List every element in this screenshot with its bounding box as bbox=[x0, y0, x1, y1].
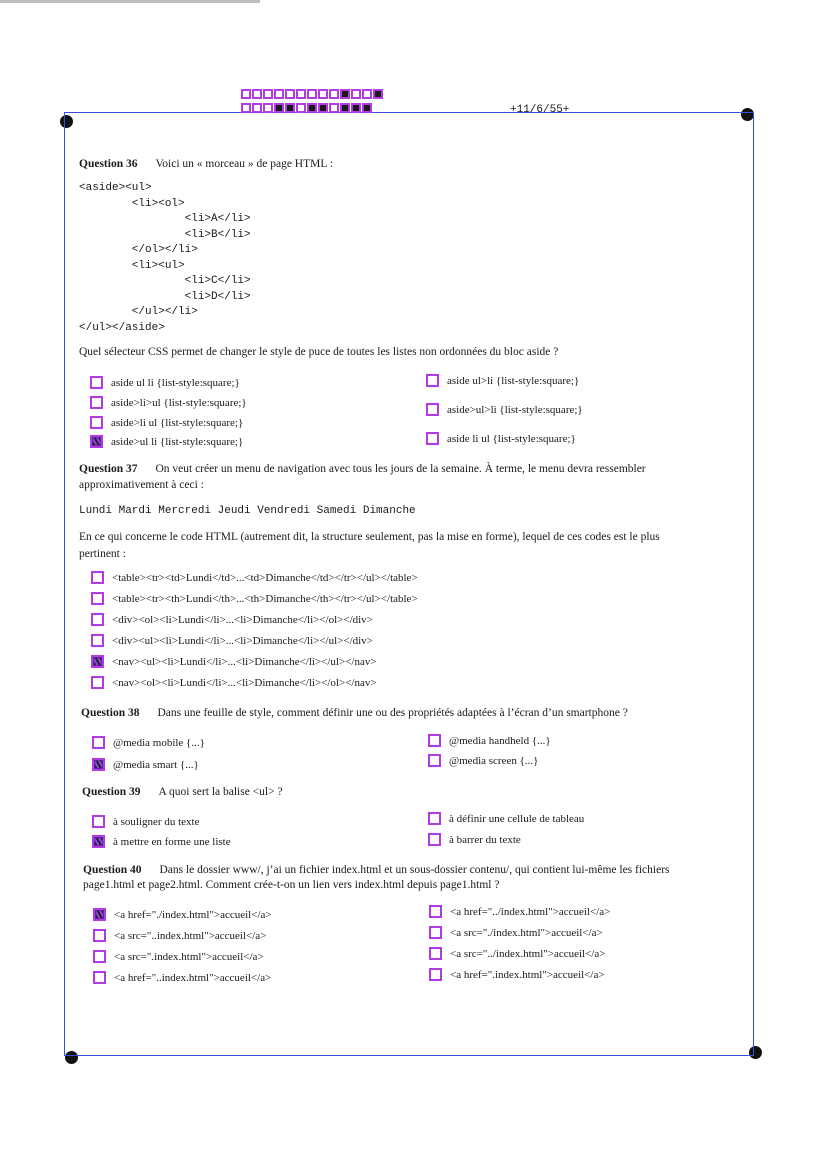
checkbox[interactable] bbox=[92, 815, 105, 828]
question-36-header bbox=[79, 156, 333, 172]
option-label: <a src=".index.html">accueil</a> bbox=[114, 950, 264, 963]
checkbox[interactable] bbox=[429, 905, 442, 918]
question-40-header bbox=[83, 862, 670, 878]
barcode-cell bbox=[263, 89, 273, 99]
option-label: <a src="./index.html">accueil</a> bbox=[450, 926, 603, 939]
question-number: Question 38 bbox=[81, 707, 140, 719]
option-label: <table><tr><th>Lundi</th>...<th>Dimanche</th></tr></ul></table> bbox=[112, 592, 418, 605]
option-label: <nav><ol><li>Lundi</li>...<li>Dimanche</li></ol></nav> bbox=[112, 676, 377, 689]
barcode-cell bbox=[252, 103, 262, 113]
barcode-cell bbox=[362, 89, 372, 99]
question-number: Question 36 bbox=[79, 158, 138, 170]
q40-option-8[interactable] bbox=[429, 968, 605, 981]
checkbox[interactable] bbox=[91, 676, 104, 689]
checkbox[interactable] bbox=[92, 736, 105, 749]
code-line: <li>A</li> bbox=[79, 213, 251, 225]
checkbox[interactable] bbox=[91, 592, 104, 605]
question-prompt: Voici un « morceau » de page HTML : bbox=[155, 158, 334, 170]
option-label: @media handheld {...} bbox=[449, 734, 551, 747]
code-line: <li>D</li> bbox=[79, 290, 251, 303]
question-38-header bbox=[81, 705, 628, 721]
checkbox[interactable] bbox=[429, 926, 442, 939]
option-label: <a href="./index.html">accueil</a> bbox=[114, 908, 272, 921]
barcode-cell bbox=[351, 103, 361, 113]
option-label: aside ul>li {list-style:square;} bbox=[447, 374, 580, 387]
checkbox[interactable] bbox=[93, 929, 106, 942]
barcode-cell bbox=[307, 89, 317, 99]
barcode-cell bbox=[241, 103, 251, 113]
page-id: +11/6/55+ bbox=[510, 104, 570, 116]
q36-option-7[interactable] bbox=[426, 432, 576, 445]
q40-option-5[interactable] bbox=[429, 905, 610, 918]
barcode-cell bbox=[329, 89, 339, 99]
option-label: <div><ul><li>Lundi</li>...<li>Dimanche</li></ul></div> bbox=[112, 634, 373, 647]
barcode-top-row bbox=[241, 89, 383, 99]
question-37-text: En ce qui concerne le code HTML (autrement dit, la structure seulement, pas la mise en forme), lequel de ces codes est le plus bbox=[79, 531, 660, 543]
code-line: <li><ol> bbox=[79, 197, 185, 210]
checkbox[interactable] bbox=[428, 833, 441, 846]
barcode-cell bbox=[274, 103, 284, 113]
option-label: aside ul li {list-style:square;} bbox=[111, 376, 240, 389]
checkbox[interactable] bbox=[429, 947, 442, 960]
option-label: aside>li ul {list-style:square;} bbox=[111, 416, 244, 429]
code-line: </ol></li> bbox=[79, 244, 198, 256]
barcode-cell bbox=[318, 89, 328, 99]
code-line: <aside><ul> bbox=[79, 182, 152, 194]
option-label: <a href="../index.html">accueil</a> bbox=[450, 905, 611, 918]
barcode-cell bbox=[340, 89, 350, 99]
checkbox[interactable] bbox=[426, 432, 439, 445]
checkbox[interactable] bbox=[93, 950, 106, 963]
barcode-cell bbox=[296, 89, 306, 99]
option-label: @media smart {...} bbox=[113, 758, 199, 771]
barcode-cell bbox=[373, 89, 383, 99]
option-label: aside li ul {list-style:square;} bbox=[447, 432, 576, 445]
question-prompt: On veut créer un menu de navigation avec tous les jours de la semaine. À terme, le menu devra ressembler bbox=[155, 463, 646, 475]
q37-option-6[interactable] bbox=[91, 676, 377, 689]
q36-option-6[interactable] bbox=[426, 403, 583, 416]
checkbox[interactable] bbox=[91, 655, 104, 668]
option-label: <a src="..index.html">accueil</a> bbox=[114, 929, 267, 942]
checkbox[interactable] bbox=[91, 571, 104, 584]
q36-option-5[interactable] bbox=[426, 374, 579, 387]
barcode-cell bbox=[362, 103, 372, 113]
option-label: <table><tr><td>Lundi</td>...<td>Dimanche</td></tr></ul></table> bbox=[112, 571, 418, 584]
checkbox[interactable] bbox=[91, 634, 104, 647]
q39-option-4[interactable] bbox=[428, 833, 521, 846]
menu-example: Lundi Mardi Mercredi Jeudi Vendredi Samedi Dimanche bbox=[79, 505, 416, 517]
barcode-cell bbox=[351, 89, 361, 99]
checkbox[interactable] bbox=[426, 374, 439, 387]
option-label: à souligner du texte bbox=[113, 815, 200, 828]
scan-edge-line bbox=[0, 0, 260, 3]
question-36-text: Quel sélecteur CSS permet de changer le style de puce de toutes les listes non ordonnées du bloc aside ? bbox=[79, 346, 559, 358]
checkbox[interactable] bbox=[90, 416, 103, 429]
question-37-text-cont: pertinent : bbox=[79, 548, 126, 560]
q37-option-5[interactable] bbox=[91, 655, 377, 668]
checkbox[interactable] bbox=[428, 812, 441, 825]
option-label: aside>ul li {list-style:square;} bbox=[111, 435, 244, 448]
barcode-cell bbox=[274, 89, 284, 99]
option-label: <div><ol><li>Lundi</li>...<li>Dimanche</li></ol></div> bbox=[112, 613, 373, 626]
option-label: <a href=".index.html">accueil</a> bbox=[450, 968, 605, 981]
q39-option-3[interactable] bbox=[428, 812, 584, 825]
q37-option-3[interactable] bbox=[91, 613, 373, 626]
q39-option-2[interactable] bbox=[92, 835, 231, 848]
barcode-cell bbox=[329, 103, 339, 113]
q37-option-1[interactable] bbox=[91, 571, 418, 584]
checkbox[interactable] bbox=[93, 971, 106, 984]
checkbox[interactable] bbox=[428, 754, 441, 767]
question-prompt: A quoi sert la balise <ul> ? bbox=[158, 786, 283, 798]
checkbox[interactable] bbox=[93, 908, 106, 921]
option-label: aside>li>ul {list-style:square;} bbox=[111, 396, 247, 409]
q40-option-1[interactable] bbox=[93, 908, 272, 921]
checkbox[interactable] bbox=[426, 403, 439, 416]
barcode-cell bbox=[241, 89, 251, 99]
option-label: <a src="../index.html">accueil</a> bbox=[450, 947, 606, 960]
code-line: <li><ul> bbox=[79, 259, 185, 272]
q40-option-2[interactable] bbox=[93, 929, 266, 942]
q38-option-2[interactable] bbox=[92, 758, 199, 771]
barcode-cell bbox=[263, 103, 273, 113]
q38-option-4[interactable] bbox=[428, 754, 538, 767]
code-line: <li>B</li> bbox=[79, 228, 251, 241]
barcode-cell bbox=[307, 103, 317, 113]
q36-option-4[interactable] bbox=[90, 435, 243, 448]
question-number: Question 40 bbox=[83, 864, 142, 876]
q36-option-3[interactable] bbox=[90, 416, 243, 429]
code-line: <li>C</li> bbox=[79, 275, 251, 287]
option-label: à mettre en forme une liste bbox=[113, 835, 231, 848]
option-label: @media mobile {...} bbox=[113, 736, 205, 749]
q40-option-7[interactable] bbox=[429, 947, 605, 960]
checkbox[interactable] bbox=[91, 613, 104, 626]
question-37-header bbox=[79, 461, 646, 477]
option-label: à définir une cellule de tableau bbox=[449, 812, 585, 825]
option-label: à barrer du texte bbox=[449, 833, 521, 846]
q39-option-1[interactable] bbox=[92, 815, 199, 828]
question-number: Question 39 bbox=[82, 786, 141, 798]
option-label: <nav><ul><li>Lundi</li>...<li>Dimanche</li></ul></nav> bbox=[112, 655, 377, 668]
q36-option-2[interactable] bbox=[90, 396, 247, 409]
barcode-cell bbox=[318, 103, 328, 113]
q37-option-4[interactable] bbox=[91, 634, 373, 647]
q40-option-6[interactable] bbox=[429, 926, 603, 939]
q37-option-2[interactable] bbox=[91, 592, 418, 605]
barcode-cell bbox=[285, 89, 295, 99]
question-37-prompt-cont: approximativement à ceci : bbox=[79, 479, 204, 491]
checkbox[interactable] bbox=[90, 376, 103, 389]
q40-option-4[interactable] bbox=[93, 971, 271, 984]
checkbox[interactable] bbox=[90, 435, 103, 448]
question-number: Question 37 bbox=[79, 463, 138, 475]
checkbox[interactable] bbox=[92, 758, 105, 771]
question-40-prompt-cont: page1.html et page2.html. Comment crée-t-on un lien vers index.html depuis page1.html ? bbox=[83, 879, 500, 891]
checkbox[interactable] bbox=[429, 968, 442, 981]
question-39-header bbox=[82, 784, 283, 800]
checkbox[interactable] bbox=[92, 835, 105, 848]
code-line: </ul></aside> bbox=[79, 321, 165, 334]
code-line: </ul></li> bbox=[79, 306, 198, 318]
question-prompt: Dans une feuille de style, comment définir une ou des propriétés adaptées à l’écran d’un smartphone ? bbox=[157, 707, 628, 719]
q38-option-1[interactable] bbox=[92, 736, 205, 749]
checkbox[interactable] bbox=[90, 396, 103, 409]
barcode-cell bbox=[296, 103, 306, 113]
barcode-bottom-row bbox=[241, 103, 372, 113]
barcode-cell bbox=[285, 103, 295, 113]
q40-option-3[interactable] bbox=[93, 950, 264, 963]
option-label: <a href="..index.html">accueil</a> bbox=[114, 971, 272, 984]
question-prompt: Dans le dossier www/, j’ai un fichier index.html et un sous-dossier contenu/, qui contient lui-même les fichiers bbox=[159, 864, 670, 876]
barcode-cell bbox=[252, 89, 262, 99]
barcode-cell bbox=[340, 103, 350, 113]
q36-option-1[interactable] bbox=[90, 376, 240, 389]
option-label: @media screen {...} bbox=[449, 754, 539, 767]
q38-option-3[interactable] bbox=[428, 734, 551, 747]
option-label: aside>ul>li {list-style:square;} bbox=[447, 403, 583, 416]
checkbox[interactable] bbox=[428, 734, 441, 747]
